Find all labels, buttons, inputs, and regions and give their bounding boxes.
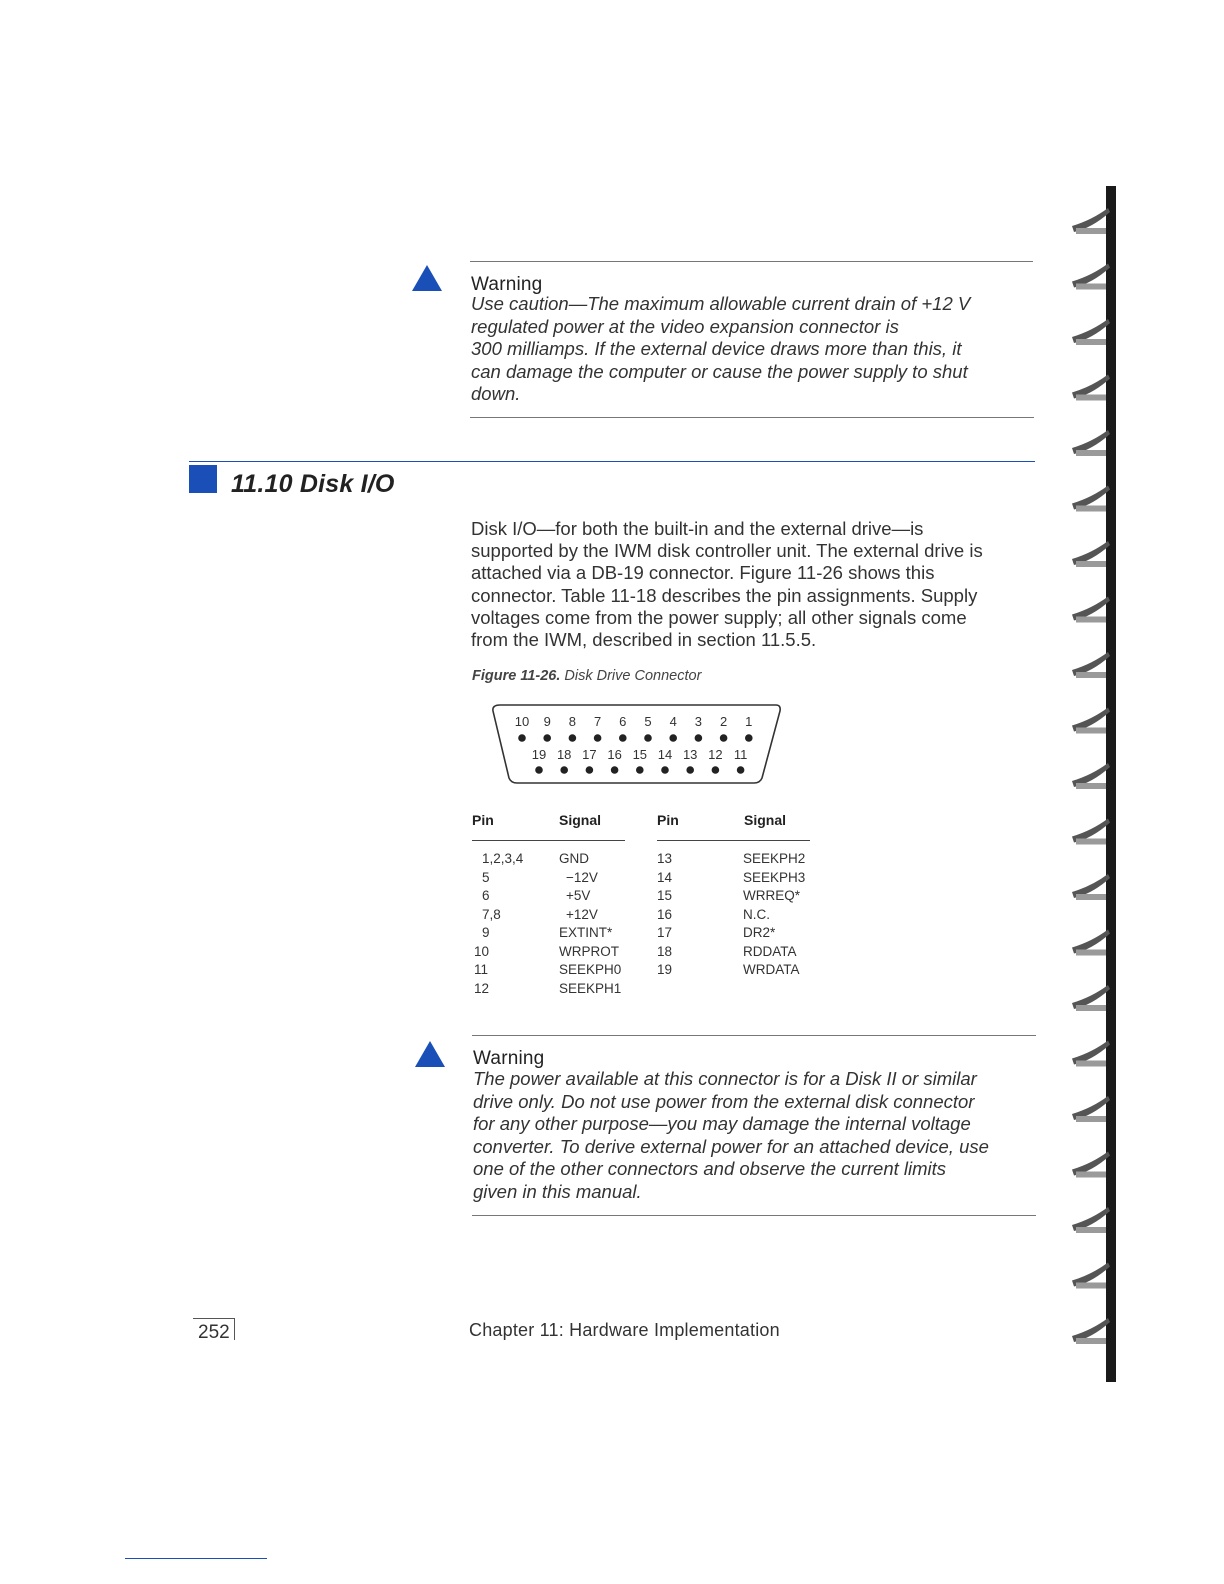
- connector-pin-dot: [611, 766, 619, 774]
- connector-pin-label: 8: [568, 714, 577, 729]
- paragraph-line: from the IWM, described in section 11.5.5.: [471, 629, 817, 651]
- table-cell-signal: RDDATA: [743, 943, 797, 959]
- paragraph-line: supported by the IWM disk controller unit. The external drive is: [471, 540, 983, 562]
- bottom-blue-rule: [125, 1558, 267, 1559]
- table-cell-signal: N.C.: [743, 906, 770, 922]
- connector-pin-dot: [535, 766, 543, 774]
- table-cell-pin: 19: [657, 962, 673, 977]
- table-left-signals: [559, 850, 621, 998]
- table-cell-pin: 13: [657, 851, 673, 866]
- binding-loop: [1076, 1283, 1106, 1289]
- connector-pin-dot: [636, 766, 644, 774]
- table-cell-signal: GND: [559, 851, 589, 866]
- table-cell-pin: 14: [657, 869, 673, 885]
- connector-pin-label: 18: [556, 747, 572, 762]
- connector-pin-label: 12: [708, 747, 723, 762]
- table-cell-pin: 18: [657, 943, 673, 959]
- warning-line: for any other purpose—you may damage the internal voltage: [473, 1113, 971, 1134]
- chapter-footer: Chapter 11: Hardware Implementation: [469, 1320, 780, 1340]
- binding-loop: [1076, 1005, 1106, 1011]
- table-cell-signal: WRPROT: [559, 943, 619, 959]
- binding-loop: [1076, 672, 1106, 678]
- table-cell-pin: 9: [482, 925, 490, 940]
- table-cell-signal: DR2*: [743, 925, 776, 940]
- connector-pin-dot: [619, 734, 627, 742]
- connector-pin-dot: [661, 766, 669, 774]
- connector-pin-label: 11: [733, 747, 748, 762]
- db19-connector-diagram: [488, 700, 788, 790]
- connector-pin-dot: [586, 766, 594, 774]
- binding-loop: [1076, 284, 1106, 290]
- warning-line: can damage the computer or cause the power supply to shut: [471, 360, 968, 382]
- connector-pin-label: 16: [607, 747, 622, 762]
- connector-pin-dot: [695, 734, 703, 742]
- connector-pin-dot: [669, 734, 677, 742]
- warning-line: The power available at this connector is for a Disk II or similar: [473, 1068, 977, 1089]
- table-cell-signal: WRDATA: [743, 962, 800, 977]
- table-cell-pin: 15: [657, 888, 673, 903]
- table-cell-pin: 6: [482, 888, 490, 903]
- page-number-bar: [234, 1318, 235, 1340]
- connector-pin-label: 10: [514, 714, 530, 729]
- connector-pin-label: 7: [593, 714, 602, 729]
- connector-pin-dot: [560, 766, 568, 774]
- connector-pin-dot: [686, 766, 694, 774]
- table-cell-signal: SEEKPH1: [559, 980, 622, 996]
- connector-pin-label: 2: [719, 714, 728, 729]
- table-header-rule: [472, 840, 625, 841]
- warning-triangle-icon: [412, 265, 442, 291]
- table-header-pin: Pin: [472, 812, 494, 828]
- connector-pin-dot: [712, 766, 720, 774]
- warning-line: converter. To derive external power for an attached device, use: [473, 1135, 989, 1157]
- warning-bottom-rule: [472, 1215, 1036, 1216]
- warning-line: regulated power at the video expansion connector is: [471, 315, 899, 337]
- section-rule: [189, 461, 1035, 462]
- figure-caption: [472, 668, 701, 684]
- warning-body: [473, 1068, 1053, 1203]
- table-cell-signal: EXTINT*: [559, 925, 613, 940]
- table-cell-pin: 7,8: [482, 906, 501, 922]
- connector-pin-label: 1: [745, 714, 753, 729]
- warning-line: one of the other connectors and observe the current limits: [473, 1158, 947, 1179]
- connector-pin-label: 5: [644, 714, 652, 729]
- table-cell-signal: +5V: [566, 888, 591, 903]
- table-cell-pin: 12: [474, 980, 490, 996]
- warning-line: given in this manual.: [473, 1180, 642, 1202]
- binding-loop: [1076, 728, 1106, 734]
- binding-loop: [1076, 1116, 1106, 1122]
- table-cell-pin: 16: [657, 906, 673, 922]
- binding-loop: [1076, 395, 1106, 401]
- binding-loop: [1076, 894, 1106, 900]
- connector-pin-dot: [543, 734, 551, 742]
- table-cell-pin: 10: [474, 943, 490, 959]
- warning-line: Use caution—The maximum allowable current drain of +12 V: [471, 293, 971, 314]
- binding-loop: [1076, 1227, 1106, 1233]
- warning-line: drive only. Do not use power from the external disk connector: [473, 1090, 975, 1112]
- table-cell-signal: SEEKPH2: [743, 851, 806, 866]
- table-cell-signal: SEEKPH3: [743, 869, 806, 885]
- table-right-pins: [657, 850, 672, 980]
- warning-top-rule: [472, 1035, 1036, 1036]
- table-cell-signal: SEEKPH0: [559, 962, 622, 977]
- connector-pin-label: 13: [682, 747, 698, 762]
- connector-pin-dot: [737, 766, 745, 774]
- table-left-pins: [474, 850, 523, 998]
- binding-loop: [1076, 561, 1106, 567]
- connector-pin-label: 19: [531, 747, 547, 762]
- table-header-rule-2: [657, 840, 810, 841]
- table-header-signal-2: Signal: [744, 812, 787, 828]
- table-cell-pin: 11: [474, 962, 489, 977]
- page-number: 252: [198, 1322, 230, 1343]
- binding-loop: [1076, 339, 1106, 345]
- warning-body: [471, 293, 1041, 406]
- binding-loop: [1076, 1172, 1106, 1178]
- binding-loop: [1076, 839, 1106, 845]
- connector-pin-label: 9: [543, 714, 551, 729]
- connector-pin-label: 15: [632, 747, 648, 762]
- connector-pin-label: 3: [694, 714, 703, 729]
- spiral-binding-icon: [1062, 186, 1116, 1382]
- connector-pin-label: 14: [657, 747, 673, 762]
- paragraph-line: Disk I/O—for both the built-in and the external drive—is: [471, 518, 924, 539]
- warning-line: down.: [471, 383, 521, 404]
- connector-pin-dot: [518, 734, 526, 742]
- section-marker: [189, 465, 217, 493]
- table-header-pin-2: Pin: [657, 812, 679, 828]
- warning-title: Warning: [471, 274, 543, 295]
- table-cell-pin: 17: [657, 925, 673, 940]
- page-number-rule: [193, 1318, 235, 1319]
- connector-pin-label: 4: [669, 714, 677, 729]
- body-paragraph: [471, 518, 1041, 651]
- warning-line: 300 milliamps. If the external device draws more than this, it: [471, 338, 962, 359]
- connector-pin-dot: [720, 734, 728, 742]
- binding-loop: [1076, 950, 1106, 956]
- connector-pin-dot: [594, 734, 602, 742]
- binding-loop: [1076, 783, 1106, 789]
- figure-caption-text: Disk Drive Connector: [564, 668, 702, 684]
- warning-bottom-rule: [470, 417, 1034, 418]
- binding-loop: [1076, 1338, 1106, 1344]
- connector-pin-label: 17: [582, 747, 597, 762]
- section-title: 11.10 Disk I/O: [231, 470, 395, 498]
- connector-pin-label: 6: [619, 714, 627, 729]
- connector-pin-dot: [569, 734, 577, 742]
- table-cell-signal: WRREQ*: [743, 888, 800, 903]
- table-cell-pin: 5: [482, 869, 490, 885]
- paragraph-line: voltages come from the power supply; all other signals come: [471, 606, 967, 628]
- table-header-signal: Signal: [559, 812, 602, 828]
- binding-loop: [1076, 1061, 1106, 1067]
- figure-label: Figure 11-26.: [472, 668, 561, 684]
- table-right-signals: [743, 850, 805, 980]
- warning-title: Warning: [473, 1048, 545, 1069]
- paragraph-line: attached via a DB-19 connector. Figure 11-26 shows this: [471, 562, 935, 584]
- paragraph-line: connector. Table 11-18 describes the pin assignments. Supply: [471, 584, 978, 606]
- table-cell-signal: −12V: [566, 869, 598, 885]
- binding-loop: [1076, 228, 1106, 234]
- connector-pin-dot: [644, 734, 652, 742]
- connector-pin-dot: [745, 734, 753, 742]
- table-cell-pin: 1,2,3,4: [482, 851, 524, 866]
- binding-loop: [1076, 506, 1106, 512]
- warning-top-rule: [470, 261, 1033, 262]
- table-cell-signal: +12V: [566, 906, 598, 922]
- binding-loop: [1076, 450, 1106, 456]
- warning-triangle-icon: [415, 1041, 445, 1067]
- binding-loop: [1076, 617, 1106, 623]
